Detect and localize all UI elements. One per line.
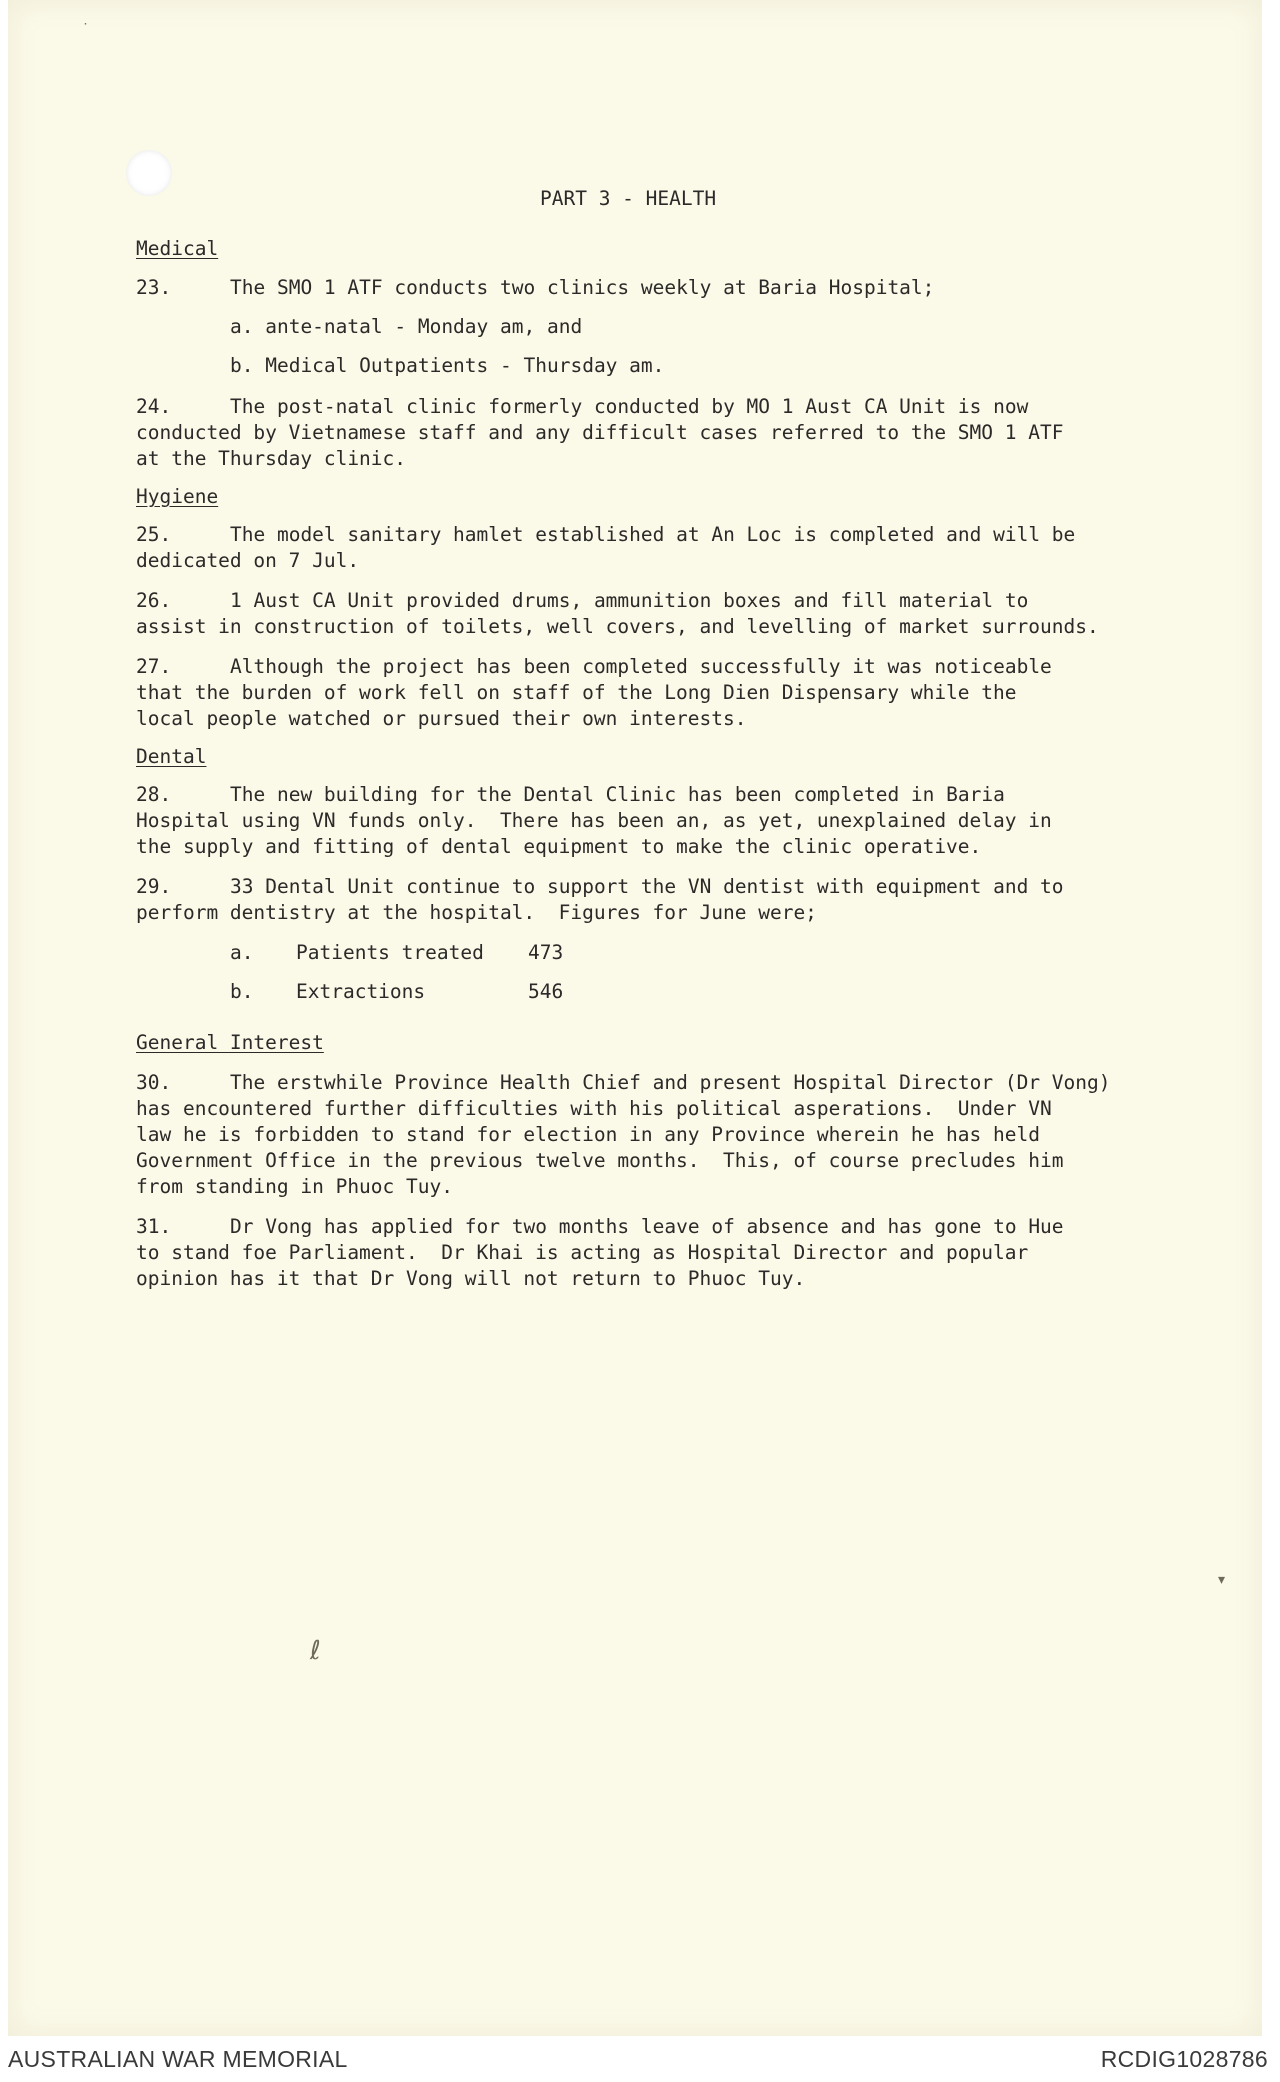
- paper-speck: ▾: [1218, 1572, 1226, 1588]
- paper-speck: ˙: [82, 22, 89, 38]
- paragraph-number: 26.: [136, 589, 172, 612]
- paragraph-text: from standing in Phuoc Tuy.: [136, 1175, 453, 1198]
- paragraph-text: 1 Aust CA Unit provided drums, ammunition boxes and fill material to: [230, 589, 1029, 612]
- pencil-mark: ℓ: [310, 1636, 321, 1666]
- paragraph-number: 27.: [136, 655, 172, 678]
- paragraph-text: local people watched or pursued their own interests.: [136, 707, 747, 730]
- paragraph-text: has encountered further difficulties with his political asperations. Under VN: [136, 1097, 1052, 1120]
- paragraph-number: 25.: [136, 523, 172, 546]
- paragraph-text: assist in construction of toilets, well covers, and levelling of market surrounds.: [136, 615, 1099, 638]
- footer-archive-name: AUSTRALIAN WAR MEMORIAL: [8, 2046, 348, 2072]
- list-item-label: a.: [230, 941, 254, 964]
- paragraph-text: Hospital using VN funds only. There has been an, as yet, unexplained delay in: [136, 809, 1052, 832]
- paragraph-number: 23.: [136, 276, 172, 299]
- section-heading-dental: Dental: [136, 745, 207, 768]
- paragraph-text: conducted by Vietnamese staff and any difficult cases referred to the SMO 1 ATF: [136, 421, 1064, 444]
- list-item-text: Patients treated: [296, 941, 484, 964]
- paragraph-text: The erstwhile Province Health Chief and present Hospital Director (Dr Vong): [230, 1071, 1111, 1094]
- page-title: PART 3 - HEALTH: [540, 187, 717, 210]
- footer-record-id: RCDIG1028786: [1100, 2046, 1268, 2072]
- paragraph-text: that the burden of work fell on staff of the Long Dien Dispensary while the: [136, 681, 1017, 704]
- paragraph-text: 33 Dental Unit continue to support the VN dentist with equipment and to: [230, 875, 1064, 898]
- list-item-value: 473: [528, 941, 564, 964]
- list-item-label: b.: [230, 980, 254, 1003]
- list-item-value: 546: [528, 980, 564, 1003]
- paragraph-text: at the Thursday clinic.: [136, 447, 407, 470]
- paragraph-text: to stand foe Parliament. Dr Khai is acting as Hospital Director and popular: [136, 1241, 1029, 1264]
- paragraph-number: 28.: [136, 783, 172, 806]
- paragraph-text: opinion has it that Dr Vong will not return to Phuoc Tuy.: [136, 1267, 806, 1290]
- paragraph-text: The SMO 1 ATF conducts two clinics weekly at Baria Hospital;: [230, 276, 935, 299]
- punch-hole-mark: [126, 150, 172, 196]
- list-item: b. Medical Outpatients - Thursday am.: [230, 354, 665, 377]
- paragraph-number: 24.: [136, 395, 172, 418]
- paragraph-number: 30.: [136, 1071, 172, 1094]
- paragraph-number: 31.: [136, 1215, 172, 1238]
- paragraph-text: dedicated on 7 Jul.: [136, 549, 360, 572]
- paragraph-text: The new building for the Dental Clinic has been completed in Baria: [230, 783, 1005, 806]
- paragraph-text: law he is forbidden to stand for election in any Province wherein he has held: [136, 1123, 1040, 1146]
- paragraph-text: The model sanitary hamlet established at An Loc is completed and will be: [230, 523, 1076, 546]
- list-item: a. ante-natal - Monday am, and: [230, 315, 583, 338]
- paragraph-text: Although the project has been completed successfully it was noticeable: [230, 655, 1052, 678]
- section-heading-general-interest: General Interest: [136, 1031, 324, 1054]
- paragraph-number: 29.: [136, 875, 172, 898]
- paragraph-text: perform dentistry at the hospital. Figures for June were;: [136, 901, 817, 924]
- section-heading-medical: Medical: [136, 237, 219, 260]
- section-heading-hygiene: Hygiene: [136, 485, 219, 508]
- paragraph-text: The post-natal clinic formerly conducted by MO 1 Aust CA Unit is now: [230, 395, 1029, 418]
- paragraph-text: Dr Vong has applied for two months leave of absence and has gone to Hue: [230, 1215, 1064, 1238]
- list-item-text: Extractions: [296, 980, 426, 1003]
- document-page: [8, 0, 1262, 2036]
- paragraph-text: the supply and fitting of dental equipment to make the clinic operative.: [136, 835, 982, 858]
- paragraph-text: Government Office in the previous twelve months. This, of course precludes him: [136, 1149, 1064, 1172]
